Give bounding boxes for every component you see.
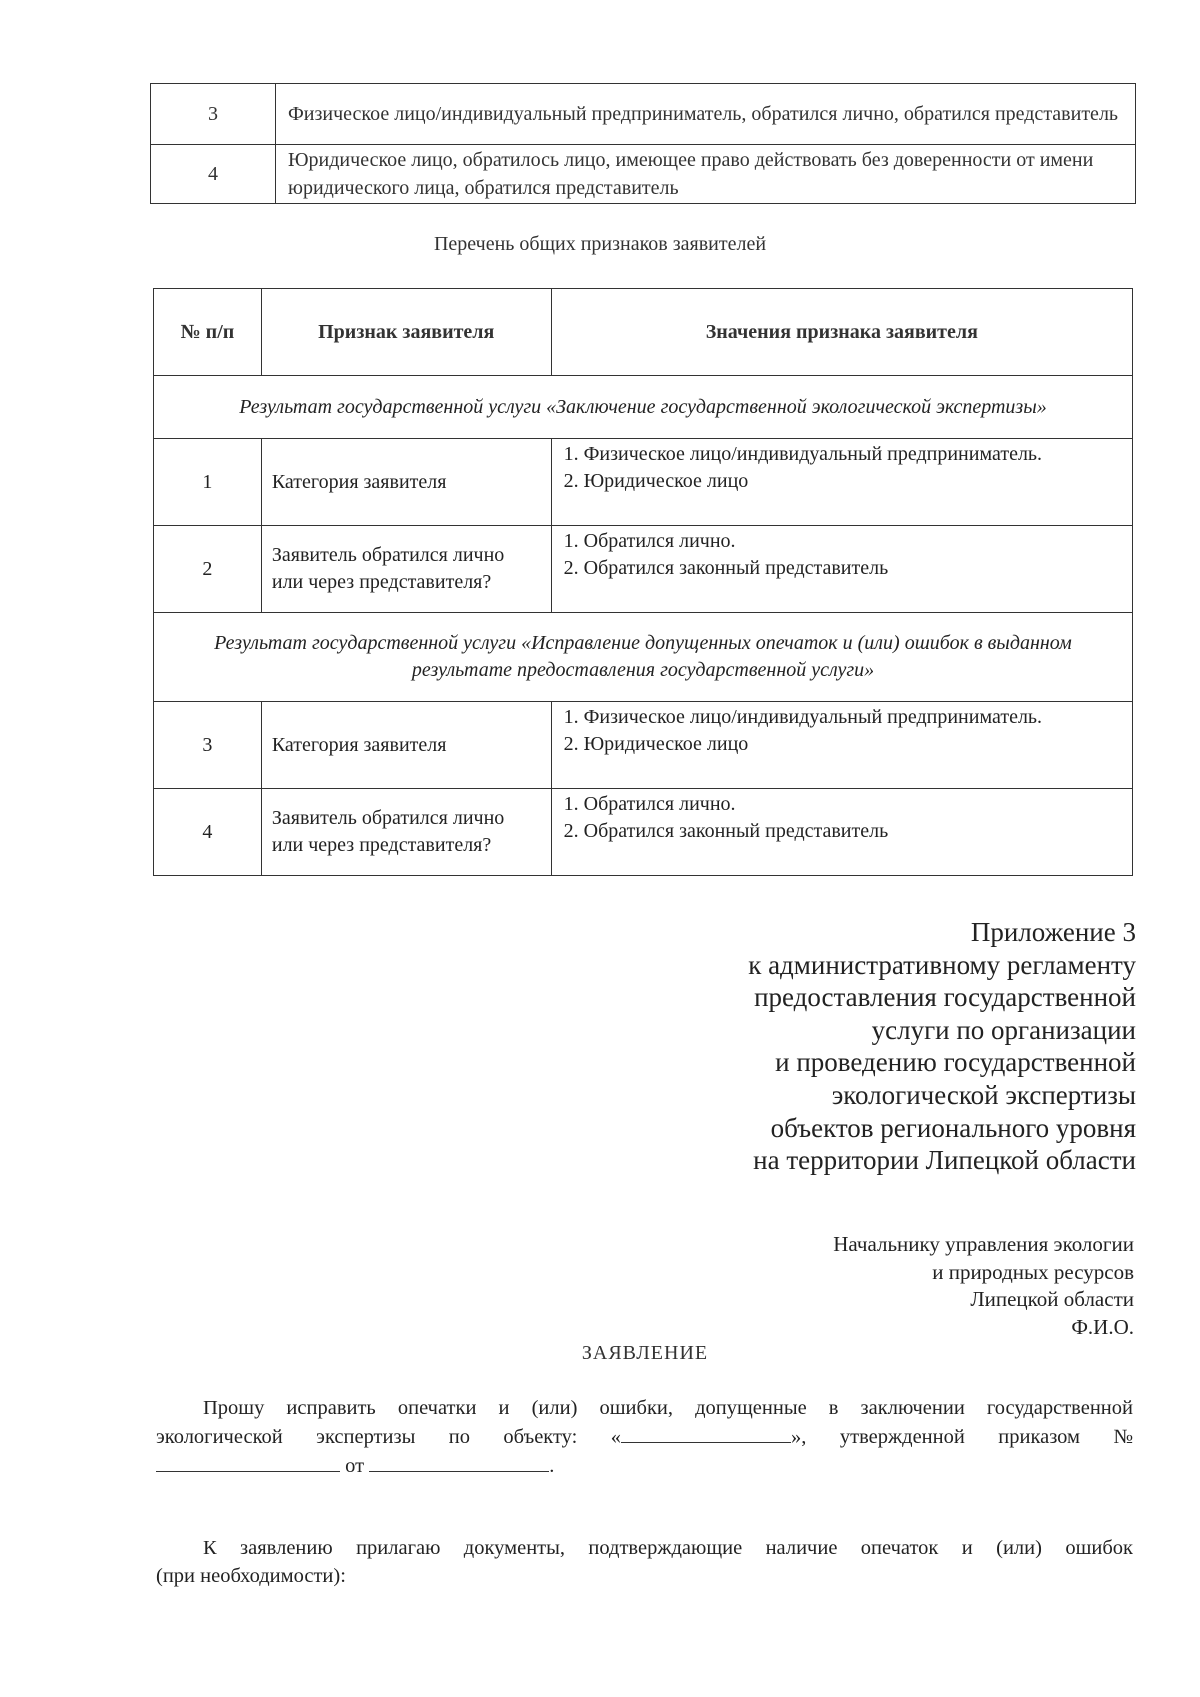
table-row <box>151 145 1136 204</box>
order-date-blank[interactable] <box>369 1451 549 1472</box>
header-attribute: Признак заявителя <box>261 289 551 376</box>
row-number: 4 <box>154 789 262 876</box>
section-title: Результат государственной услуги «Исправление допущенных опечаток и (или) ошибок в выданном результате предоставления государственной услуги» <box>154 613 1133 702</box>
paragraph-text: от <box>345 1455 365 1477</box>
row-attribute: Заявитель обратился лично или через представителя? <box>261 526 551 613</box>
table-row <box>154 526 1133 613</box>
appendix-line: к административному регламенту <box>748 949 1136 980</box>
section-row <box>154 376 1133 439</box>
value-line: 1. Физическое лицо/индивидуальный предприниматель. <box>563 443 1043 465</box>
appendix-line: экологической экспертизы <box>831 1079 1136 1110</box>
row-values <box>551 526 1132 613</box>
row-number: 4 <box>151 145 276 204</box>
applicant-attributes-table <box>153 288 1133 876</box>
table-row <box>154 702 1133 789</box>
applicant-variants-table <box>150 83 1136 204</box>
value-line: 2. Юридическое лицо <box>563 470 749 492</box>
appendix-header <box>748 916 1136 1177</box>
appendix-line: на территории Липецкой области <box>753 1145 1136 1176</box>
request-paragraph <box>156 1394 1133 1480</box>
row-text: Физическое лицо/индивидуальный предприниматель, обратился лично, обратился представитель <box>276 84 1136 145</box>
table-row <box>154 439 1133 526</box>
document-heading: ЗАЯВЛЕНИЕ <box>581 1342 709 1364</box>
header-number: № п/п <box>154 289 262 376</box>
paragraph-text: экологической экспертизы по объекту: « <box>156 1426 622 1448</box>
appendix-line: Приложение 3 <box>970 917 1136 947</box>
table-header-row <box>154 289 1133 376</box>
addressee-line: Начальнику управления экологии <box>833 1232 1134 1256</box>
value-line: 2. Обратился законный представитель <box>563 557 889 579</box>
paragraph-text: . <box>549 1455 555 1477</box>
header-values: Значения признака заявителя <box>551 289 1132 376</box>
table-row <box>154 789 1133 876</box>
paragraph-line: (при необходимости): <box>156 1565 346 1587</box>
value-line: 2. Обратился законный представитель <box>563 820 889 842</box>
paragraph-line <box>156 1422 1133 1451</box>
list-title: Перечень общих признаков заявителей <box>433 233 767 255</box>
row-attribute: Категория заявителя <box>261 702 551 789</box>
value-line: 1. Физическое лицо/индивидуальный предприниматель. <box>563 706 1043 728</box>
paragraph-text: », утвержденной приказом № <box>791 1426 1134 1448</box>
row-number: 2 <box>154 526 262 613</box>
order-number-blank[interactable] <box>156 1451 340 1472</box>
value-line: 1. Обратился лично. <box>563 530 736 552</box>
addressee-line: Ф.И.О. <box>1071 1314 1134 1339</box>
addressee-line: Липецкой области <box>970 1287 1134 1311</box>
addressee-line: и природных ресурсов <box>932 1259 1134 1284</box>
row-values <box>551 439 1132 526</box>
row-values <box>551 702 1132 789</box>
attachments-paragraph <box>156 1534 1133 1590</box>
row-attribute: Заявитель обратился лично или через представителя? <box>261 789 551 876</box>
row-number: 3 <box>154 702 262 789</box>
value-line: 2. Юридическое лицо <box>563 733 749 755</box>
object-name-blank[interactable] <box>621 1422 791 1443</box>
appendix-line: объектов регионального уровня <box>770 1112 1136 1143</box>
table-row <box>151 84 1136 145</box>
appendix-line: услуги по организации <box>871 1014 1136 1045</box>
row-values <box>551 789 1132 876</box>
row-text: Юридическое лицо, обратилось лицо, имеющее право действовать без доверенности от имени юридического лица, обратился представитель <box>276 145 1136 204</box>
appendix-line: предоставления государственной <box>754 982 1136 1013</box>
paragraph-line <box>156 1451 1133 1480</box>
value-line: 1. Обратился лично. <box>563 793 736 815</box>
section-title: Результат государственной услуги «Заключение государственной экологической экспертизы» <box>154 376 1133 439</box>
section-row <box>154 613 1133 702</box>
row-number: 1 <box>154 439 262 526</box>
addressee-block <box>833 1231 1134 1341</box>
appendix-line: и проведению государственной <box>775 1047 1136 1078</box>
row-attribute: Категория заявителя <box>261 439 551 526</box>
row-number: 3 <box>151 84 276 145</box>
paragraph-line: К заявлению прилагаю документы, подтверждающие наличие опечаток и (или) ошибок <box>203 1537 1133 1559</box>
paragraph-line: Прошу исправить опечатки и (или) ошибки, допущенные в заключении государственной <box>203 1397 1133 1419</box>
